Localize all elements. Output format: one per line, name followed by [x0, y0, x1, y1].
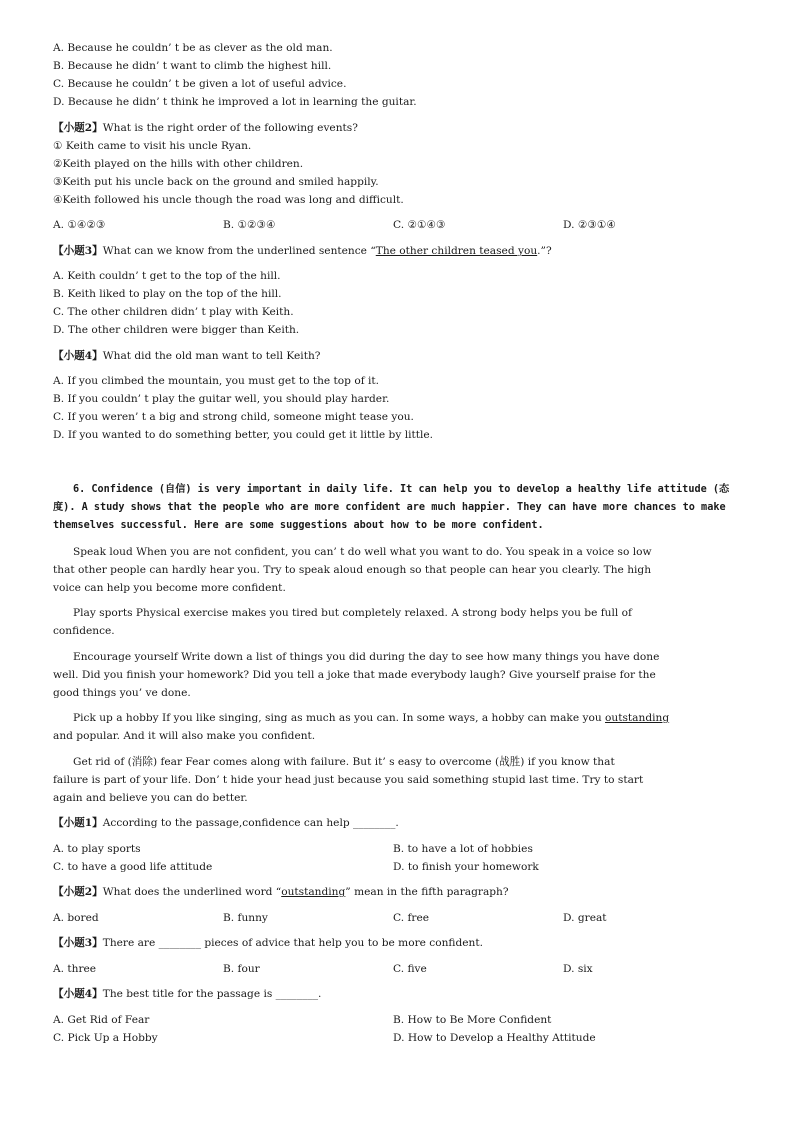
- s6-q3-option-d: D. six: [563, 963, 593, 975]
- s6-q3-stem: [53, 936, 483, 950]
- s6-q1-stem: [53, 816, 399, 830]
- s6-p3-line-3: good things you’ ve done.: [53, 687, 191, 699]
- s6-q3-option-c: C. five: [393, 963, 427, 975]
- s5-q2-stem-text: What is the right order of the following events?: [102, 122, 358, 134]
- s6-p5-line-3: again and believe you can do better.: [53, 792, 248, 804]
- s6-q2-underlined-word: outstanding: [281, 886, 346, 898]
- s6-p4-line-1: [73, 711, 669, 725]
- s5-q3-option-b: B. Keith liked to play on the top of the hill.: [53, 288, 282, 300]
- s5-q2-tag: 【小题2】: [53, 122, 103, 134]
- s5-q2-stem: [53, 121, 358, 135]
- s6-q3-option-a: A. three: [53, 963, 97, 975]
- s5-q2-option-c: C. ②①④③: [393, 219, 446, 231]
- s6-q1-option-b: B. to have a lot of hobbies: [393, 843, 533, 855]
- s6-q3-tag: 【小题3】: [53, 937, 103, 949]
- s5-q1-option-c: C. Because he couldn’ t be given a lot of useful advice.: [53, 78, 347, 90]
- s6-p2-line-2: confidence.: [53, 625, 115, 637]
- s5-q4-option-d: D. If you wanted to do something better, you could get it little by little.: [53, 429, 434, 441]
- s5-q2-option-b: B. ①②③④: [223, 219, 276, 231]
- s6-q2-tag: 【小题2】: [53, 886, 103, 898]
- s6-q4-stem-text: The best title for the passage is ________.: [102, 988, 322, 1000]
- s5-q4-option-b: B. If you couldn’ t play the guitar well, you should play harder.: [53, 393, 390, 405]
- s6-p4-underlined-word: outstanding: [605, 712, 670, 724]
- s5-q3-stem-before: What can we know from the underlined sentence “: [102, 245, 376, 257]
- s6-q2-option-a: A. bored: [53, 912, 99, 924]
- s6-intro-line-3: themselves successful. Here are some suggestions about how to be more confident.: [53, 520, 544, 531]
- s6-p1-line-1: Speak loud When you are not confident, you can’ t do well what you want to do. You speak in a voice so low: [73, 546, 652, 558]
- s5-q3-tag: 【小题3】: [53, 245, 103, 257]
- s6-p4-line-2: and popular. And it will also make you confident.: [53, 730, 316, 742]
- s5-q3-option-d: D. The other children were bigger than Keith.: [53, 324, 300, 336]
- s5-q2-event-3: ③Keith put his uncle back on the ground and smiled happily.: [53, 176, 379, 188]
- s5-q2-event-4: ④Keith followed his uncle though the road was long and difficult.: [53, 194, 404, 206]
- s6-q4-option-b: B. How to Be More Confident: [393, 1014, 552, 1026]
- s6-q1-stem-text: According to the passage,confidence can help ________.: [102, 817, 399, 829]
- s5-q3-option-c: C. The other children didn’ t play with Keith.: [53, 306, 294, 318]
- s5-q2-option-d: D. ②③①④: [563, 219, 616, 231]
- s5-q4-stem: [53, 349, 320, 363]
- s6-q2-option-b: B. funny: [223, 912, 268, 924]
- s6-intro-line-1: 6. Confidence (自信) is very important in daily life. It can help you to develop a healthy life attitude (态: [73, 484, 730, 495]
- s5-q2-option-a: A. ①④②③: [53, 219, 106, 231]
- s6-p4-text: Pick up a hobby If you like singing, sing as much as you can. In some ways, a hobby can make you: [73, 712, 606, 724]
- s6-q3-option-b: B. four: [223, 963, 260, 975]
- s6-q2-stem: [53, 885, 509, 899]
- s5-q2-event-2: ②Keith played on the hills with other children.: [53, 158, 304, 170]
- s6-q1-option-d: D. to finish your homework: [393, 861, 539, 873]
- s6-p1-line-3: voice can help you become more confident.: [53, 582, 286, 594]
- s6-q1-tag: 【小题1】: [53, 817, 103, 829]
- s5-q3-option-a: A. Keith couldn’ t get to the top of the hill.: [53, 270, 281, 282]
- s5-q3-stem: [53, 244, 552, 258]
- s5-q1-option-b: B. Because he didn’ t want to climb the highest hill.: [53, 60, 332, 72]
- s6-q4-tag: 【小题4】: [53, 988, 103, 1000]
- s6-p5-line-1: Get rid of (消除) fear Fear comes along with failure. But it’ s easy to overcome (战胜) if you know that: [73, 756, 615, 768]
- s6-q3-stem-text: There are ________ pieces of advice that help you to be more confident.: [102, 937, 483, 949]
- s5-q2-event-1: ① Keith came to visit his uncle Ryan.: [53, 140, 252, 152]
- s5-q3-underlined-sentence: The other children teased you: [375, 245, 538, 257]
- s6-p1-line-2: that other people can hardly hear you. Try to speak aloud enough so that people can hear you clearly. The high: [53, 564, 652, 576]
- s6-q4-option-a: A. Get Rid of Fear: [53, 1014, 150, 1026]
- s5-q4-option-a: A. If you climbed the mountain, you must get to the top of it.: [53, 375, 380, 387]
- s5-q4-tag: 【小题4】: [53, 350, 103, 362]
- s6-p2-line-1: Play sports Physical exercise makes you tired but completely relaxed. A strong body helps you be full of: [73, 607, 632, 619]
- s6-p3-line-2: well. Did you finish your homework? Did you tell a joke that made everybody laugh? Give yourself praise for the: [53, 669, 656, 681]
- s5-q1-option-a: A. Because he couldn’ t be as clever as the old man.: [53, 42, 333, 54]
- s6-q4-option-d: D. How to Develop a Healthy Attitude: [393, 1032, 596, 1044]
- s6-q2-option-d: D. great: [563, 912, 607, 924]
- s6-q4-option-c: C. Pick Up a Hobby: [53, 1032, 158, 1044]
- s6-q1-option-a: A. to play sports: [53, 843, 141, 855]
- s5-q3-stem-after: .”?: [537, 245, 552, 257]
- s6-q2-stem-before: What does the underlined word “: [102, 886, 282, 898]
- s6-q2-stem-after: ” mean in the fifth paragraph?: [345, 886, 509, 898]
- s5-q4-option-c: C. If you weren’ t a big and strong child, someone might tease you.: [53, 411, 414, 423]
- s6-q4-stem: [53, 987, 321, 1001]
- s6-q2-option-c: C. free: [393, 912, 429, 924]
- s6-p3-line-1: Encourage yourself Write down a list of things you did during the day to see how many things you have done: [73, 651, 660, 663]
- s6-q1-option-c: C. to have a good life attitude: [53, 861, 213, 873]
- s6-p5-line-2: failure is part of your life. Don’ t hide your head just because you said something stupid last time. Try to start: [53, 774, 644, 786]
- s5-q4-stem-text: What did the old man want to tell Keith?: [102, 350, 321, 362]
- s6-intro-line-2: 度). A study shows that the people who are more confident are much happier. They can have more chances to make: [53, 502, 726, 513]
- s5-q1-option-d: D. Because he didn’ t think he improved a lot in learning the guitar.: [53, 96, 417, 108]
